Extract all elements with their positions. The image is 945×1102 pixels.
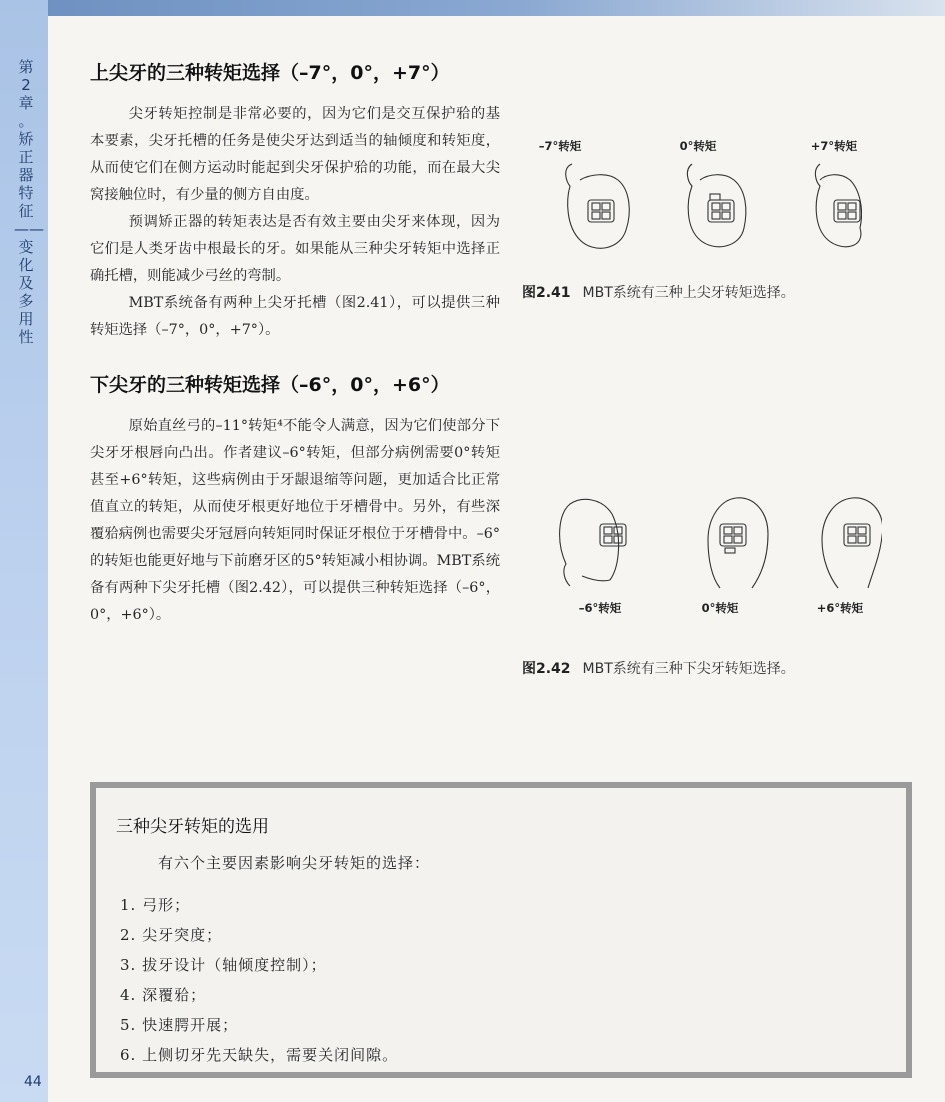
lower-canine-illustration xyxy=(522,490,882,622)
paragraph: 预调矫正器的转矩表达是否有效主要由尖牙来体现，因为它们是人类牙齿中根最长的牙。如果能从三种尖牙转矩中选择正确托槽，则能减少弓丝的弯制。 xyxy=(90,214,500,284)
upper-canine-teeth xyxy=(566,164,862,248)
paragraph: 原始直丝弓的–11°转矩⁴不能令人满意，因为它们使部分下尖牙牙根唇向凸出。作者建议–6°转矩，但部分病例需要0°转矩甚至+6°转矩，这些病例由于牙龈退缩等问题，更加适合比正常值直立的转矩，从而使牙根更好地位于牙槽骨中。另外，有些深覆𬌗病例也需要尖牙冠唇向转矩同时保证牙根位于牙槽骨中。–6°的转矩也能更好地与下前磨牙区的5°转矩减小相协调。MBT系统备有两种下尖牙托槽（图2.42），可以提供三种转矩选择（–6°，0°，+6°）。 xyxy=(90,418,500,623)
box-title: 三种尖牙转矩的选用 xyxy=(116,817,269,837)
paragraph: 尖牙转矩控制是非常必要的，因为它们是交互保护𬌗的基本要素，尖牙托槽的任务是使尖牙达到适当的轴倾度和转矩度，从而使它们在侧方运动时能起到尖牙保护𬌗的功能，而在最大尖窝接触位时，有少量的侧方自由度。 xyxy=(90,106,500,203)
list-item: 5. 快速腭开展； xyxy=(120,1016,239,1034)
list-item: 4. 深覆𬌗； xyxy=(120,986,207,1004)
chapter-side-band xyxy=(0,0,48,1102)
chapter-side-title: 第 2 章 。 矫 正 器 特 征 —— 变 化 及 多 用 性 xyxy=(14,58,44,346)
torque-label: 0°转矩 xyxy=(679,139,717,153)
list-item: 3. 拔牙设计（轴倾度控制）； xyxy=(120,956,327,974)
figure-2-41 xyxy=(522,130,862,302)
top-accent-bar xyxy=(0,0,945,16)
list-item: 1. 弓形； xyxy=(120,896,191,914)
lower-canine-teeth xyxy=(560,498,882,588)
torque-label: +6°转矩 xyxy=(816,601,864,615)
list-item: 6. 上侧切牙先天缺失，需要关闭间隙。 xyxy=(120,1046,399,1064)
upper-canine-illustration xyxy=(522,130,862,270)
canine-torque-selection-box xyxy=(90,782,912,1078)
figure-2-42 xyxy=(522,490,862,678)
torque-label: –7°转矩 xyxy=(538,139,582,153)
figure-caption-text: MBT系统有三种上尖牙转矩选择。 xyxy=(582,285,795,301)
figure-number: 图2.41 xyxy=(522,285,571,301)
main-text-column xyxy=(90,58,500,629)
torque-label: +7°转矩 xyxy=(810,139,858,153)
figure-caption xyxy=(522,658,862,678)
paragraph: MBT系统备有两种上尖牙托槽（图2.41），可以提供三种转矩选择（–7°，0°，+7°）。 xyxy=(90,295,500,338)
box-intro: 有六个主要因素影响尖牙转矩的选择： xyxy=(158,854,431,872)
list-item: 2. 尖牙突度； xyxy=(120,926,223,944)
figure-caption xyxy=(522,282,862,302)
torque-label: –6°转矩 xyxy=(578,601,622,615)
figure-number: 图2.42 xyxy=(522,661,571,677)
torque-label: 0°转矩 xyxy=(701,601,739,615)
page-number: 44 xyxy=(24,1074,42,1090)
factor-list xyxy=(120,890,398,1070)
figure-caption-text: MBT系统有三种下尖牙转矩选择。 xyxy=(582,661,795,677)
section-heading-lower-canine: 下尖牙的三种转矩选择（–6°，0°，+6°） xyxy=(90,374,450,396)
section-heading-upper-canine: 上尖牙的三种转矩选择（–7°，0°，+7°） xyxy=(90,62,450,84)
